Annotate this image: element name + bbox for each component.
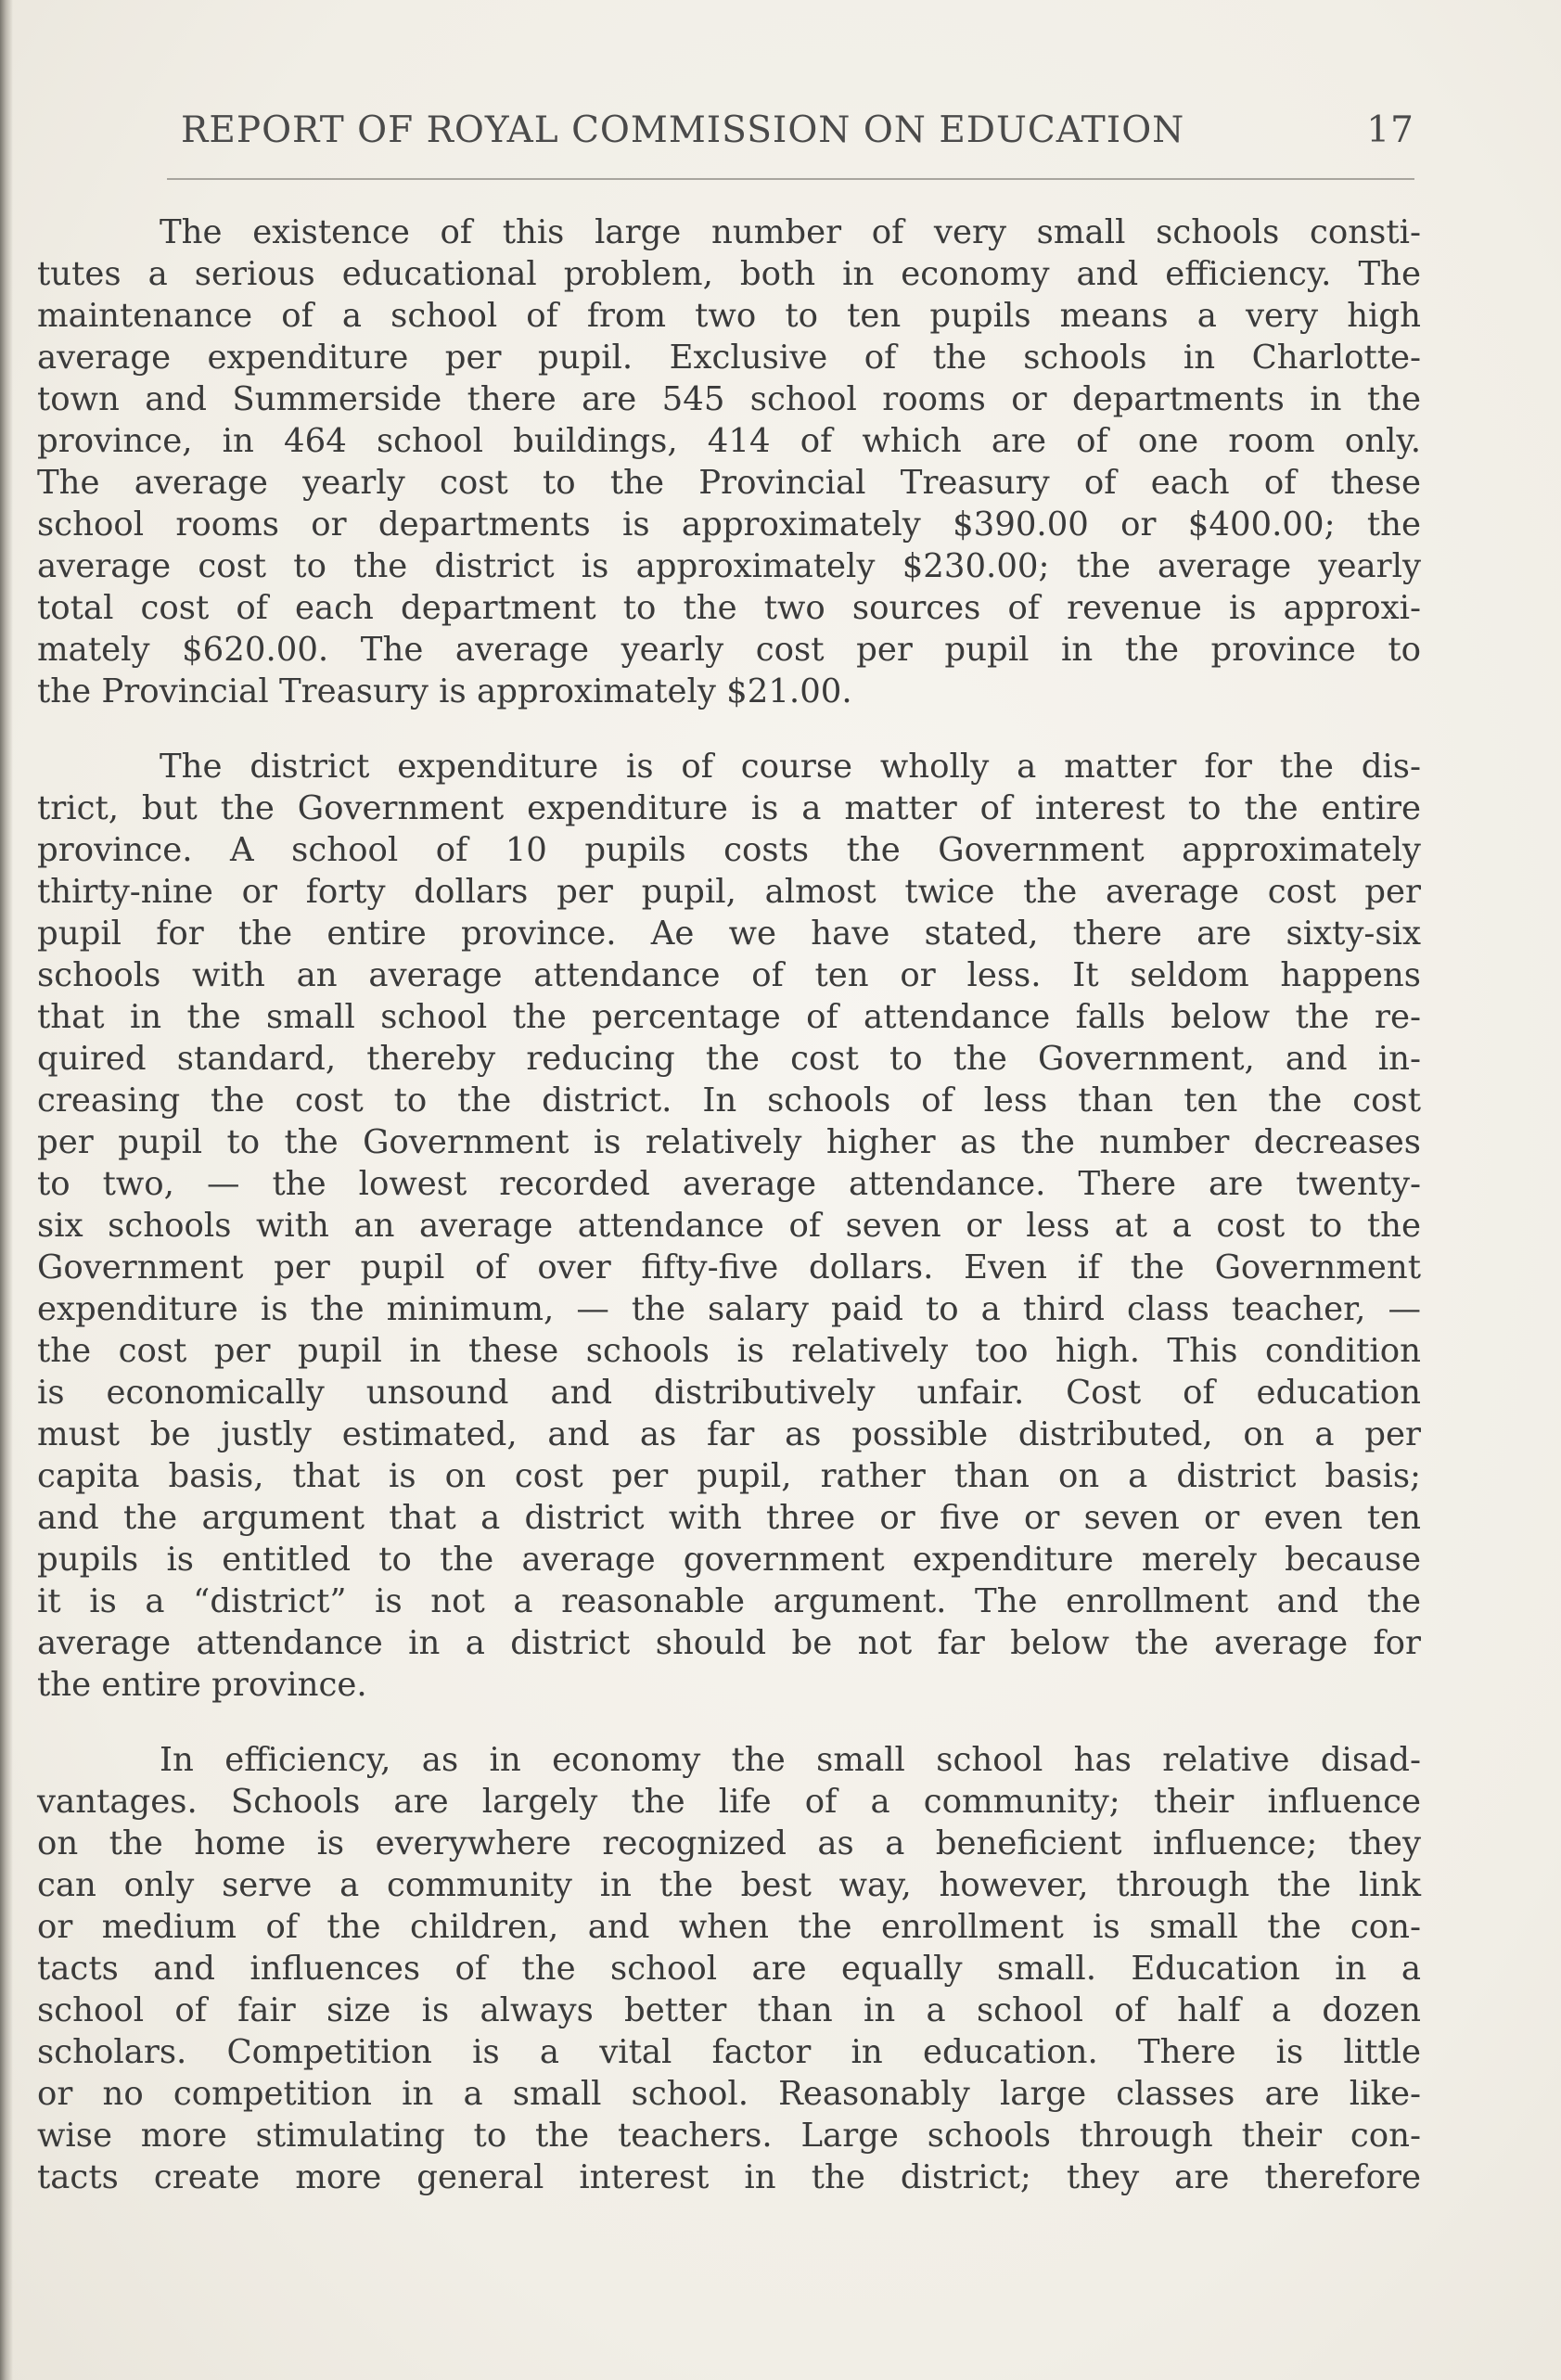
header-title: REPORT OF ROYAL COMMISSION ON EDUCATION xyxy=(181,109,1185,151)
text-line: province. A school of 10 pupils costs the Government approximately xyxy=(37,831,1421,869)
paragraph xyxy=(37,211,1421,712)
header-rule xyxy=(167,178,1414,180)
page-binding-edge xyxy=(0,0,13,2380)
text-line: In efficiency, as in economy the small school has relative disad- xyxy=(160,1741,1421,1779)
text-line: on the home is everywhere recognized as a beneficient influence; they xyxy=(37,1824,1421,1862)
text-line: province, in 464 school buildings, 414 of which are of one room only. xyxy=(37,422,1421,460)
text-line: pupils is entitled to the average government expenditure merely because xyxy=(37,1541,1421,1579)
text-line: is economically unsound and distributively unfair. Cost of education xyxy=(37,1374,1421,1412)
text-line: trict, but the Government expenditure is a matter of interest to the entire xyxy=(37,789,1421,827)
text-line: maintenance of a school of from two to ten pupils means a very high xyxy=(37,297,1421,335)
body-text xyxy=(37,211,1421,2232)
page-number: 17 xyxy=(1366,109,1414,151)
paragraph xyxy=(37,1739,1421,2198)
text-line: or no competition in a small school. Reasonably large classes are like- xyxy=(37,2075,1421,2113)
text-line: schools with an average attendance of ten or less. It seldom happens xyxy=(37,956,1421,994)
text-line: vantages. Schools are largely the life of a community; their influence xyxy=(37,1783,1421,1821)
text-line: school of fair size is always better than in a school of half a dozen xyxy=(37,1991,1421,2029)
text-line: wise more stimulating to the teachers. Large schools through their con- xyxy=(37,2117,1421,2155)
running-header xyxy=(181,109,1414,165)
text-line: thirty-nine or forty dollars per pupil, almost twice the average cost per xyxy=(37,873,1421,911)
text-line: average expenditure per pupil. Exclusive of the schools in Charlotte- xyxy=(37,339,1421,377)
text-line: per pupil to the Government is relatively higher as the number decreases xyxy=(37,1123,1421,1161)
text-line: Government per pupil of over fifty-five dollars. Even if the Government xyxy=(37,1248,1421,1286)
text-line: the cost per pupil in these schools is relatively too high. This condition xyxy=(37,1332,1421,1370)
text-line: total cost of each department to the two sources of revenue is approxi- xyxy=(37,589,1421,627)
text-line: creasing the cost to the district. In schools of less than ten the cost xyxy=(37,1081,1421,1120)
text-line: can only serve a community in the best way, however, through the link xyxy=(37,1866,1421,1904)
paragraph xyxy=(37,746,1421,1706)
text-line: The existence of this large number of very small schools consti- xyxy=(160,213,1421,251)
text-line: that in the small school the percentage of attendance falls below the re- xyxy=(37,998,1421,1036)
text-line: and the argument that a district with three or five or seven or even ten xyxy=(37,1499,1421,1537)
text-line: tutes a serious educational problem, both in economy and efficiency. The xyxy=(37,255,1421,293)
text-line: scholars. Competition is a vital factor in education. There is little xyxy=(37,2033,1421,2071)
text-line: must be justly estimated, and as far as possible distributed, on a per xyxy=(37,1415,1421,1453)
text-line: The average yearly cost to the Provincial Treasury of each of these xyxy=(37,464,1421,502)
text-line: tacts create more general interest in the district; they are therefore xyxy=(37,2158,1421,2196)
text-line: mately $620.00. The average yearly cost per pupil in the province to xyxy=(37,631,1421,669)
text-line: or medium of the children, and when the enrollment is small the con- xyxy=(37,1908,1421,1946)
text-line: average attendance in a district should be not far below the average for xyxy=(37,1624,1421,1662)
text-line: school rooms or departments is approximately $390.00 or $400.00; the xyxy=(37,505,1421,544)
text-line: pupil for the entire province. Ae we have stated, there are sixty-six xyxy=(37,915,1421,953)
text-line: six schools with an average attendance of seven or less at a cost to the xyxy=(37,1207,1421,1245)
text-line: quired standard, thereby reducing the cost to the Government, and in- xyxy=(37,1040,1421,1078)
text-line: average cost to the district is approximately $230.00; the average yearly xyxy=(37,547,1421,585)
text-line: the entire province. xyxy=(37,1666,367,1704)
text-line: it is a “district” is not a reasonable argument. The enrollment and the xyxy=(37,1582,1421,1620)
text-line: The district expenditure is of course wholly a matter for the dis- xyxy=(160,748,1421,786)
text-line: capita basis, that is on cost per pupil, rather than on a district basis; xyxy=(37,1457,1421,1495)
text-line: tacts and influences of the school are equally small. Education in a xyxy=(37,1950,1421,1988)
text-line: to two, — the lowest recorded average attendance. There are twenty- xyxy=(37,1165,1421,1203)
text-line: town and Summerside there are 545 school rooms or departments in the xyxy=(37,380,1421,418)
text-line: the Provincial Treasury is approximately $21.00. xyxy=(37,672,852,710)
text-line: expenditure is the minimum, — the salary paid to a third class teacher, — xyxy=(37,1290,1421,1328)
